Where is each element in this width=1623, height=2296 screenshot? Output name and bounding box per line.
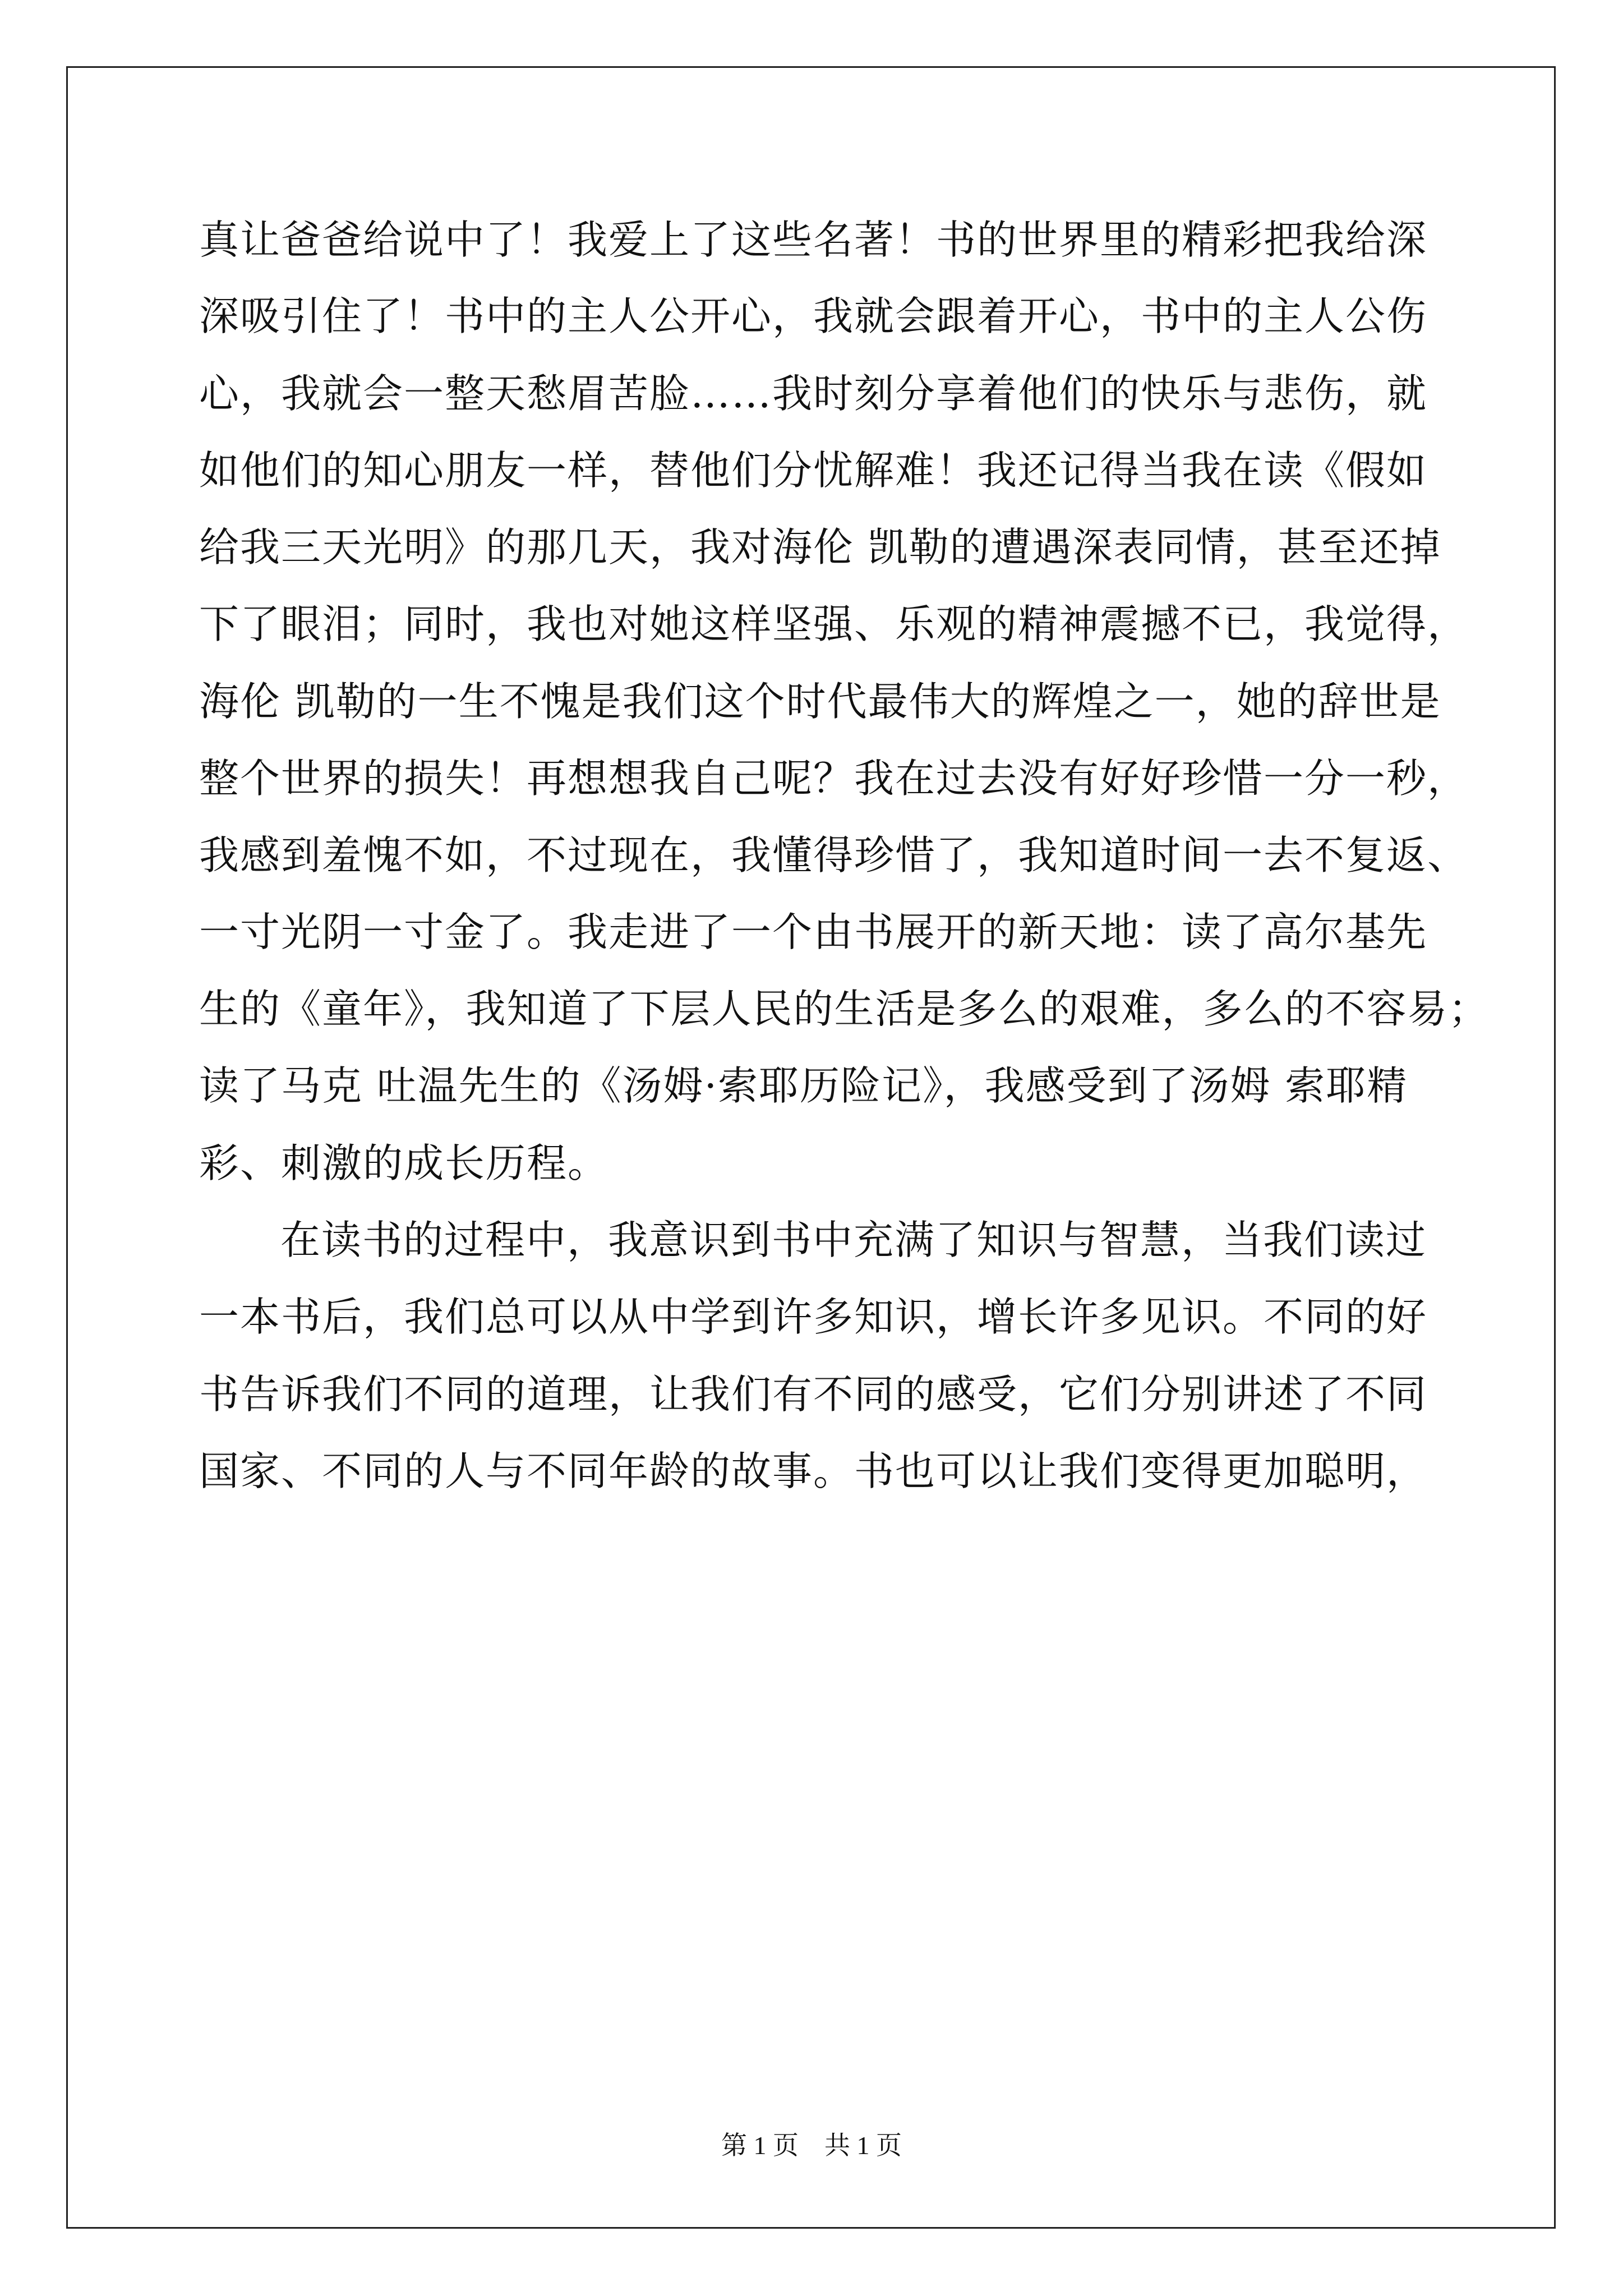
page-number-label: 第 1 页 共 1 页	[721, 2131, 902, 2160]
text-line: 国家、不同的人与不同年龄的故事。书也可以让我们变得更加聪明，	[199, 1448, 1428, 1494]
text-line: 海伦 凯勒的一生不愧是我们这个时代最伟大的辉煌之一，她的辞世是	[199, 678, 1441, 725]
text-line: 一本书后，我们总可以从中学到许多知识，增长许多见识。不同的好	[199, 1294, 1428, 1340]
text-line: 深吸引住了！书中的主人公开心，我就会跟着开心，书中的主人公伤	[199, 293, 1428, 339]
page-footer	[0, 2129, 1623, 2162]
text-line: 读了马克 吐温先生的《汤姆·索耶历险记》，我感受到了汤姆 索耶精	[199, 1062, 1408, 1109]
text-line: 我感到羞愧不如，不过现在，我懂得珍惜了，我知道时间一去不复返、	[199, 832, 1469, 878]
text-line: 整个世界的损失！再想想我自己呢？我在过去没有好好珍惜一分一秒，	[199, 755, 1469, 802]
text-line: 书告诉我们不同的道理，让我们有不同的感受，它们分别讲述了不同	[199, 1371, 1428, 1418]
text-line: 真让爸爸给说中了！我爱上了这些名著！书的世界里的精彩把我给深	[199, 217, 1428, 263]
text-line: 一寸光阴一寸金了。我走进了一个由书展开的新天地：读了高尔基先	[199, 909, 1428, 955]
text-line: 生的《童年》，我知道了下层人民的生活是多么的艰难，多么的不容易；	[199, 986, 1490, 1032]
text-line: 给我三天光明》的那几天，我对海伦 凯勒的遭遇深表同情，甚至还掉	[199, 524, 1441, 570]
text-line: 如他们的知心朋友一样，替他们分忧解难！我还记得当我在读《假如	[199, 447, 1428, 494]
text-line: 心，我就会一整天愁眉苦脸……我时刻分享着他们的快乐与悲伤，就	[199, 370, 1428, 417]
text-line: 下了眼泪；同时，我也对她这样坚强、乐观的精神震撼不已，我觉得，	[199, 601, 1469, 647]
text-line: 在读书的过程中，我意识到书中充满了知识与智慧，当我们读过	[280, 1217, 1427, 1263]
text-line: 彩、刺激的成长历程。	[199, 1140, 609, 1186]
